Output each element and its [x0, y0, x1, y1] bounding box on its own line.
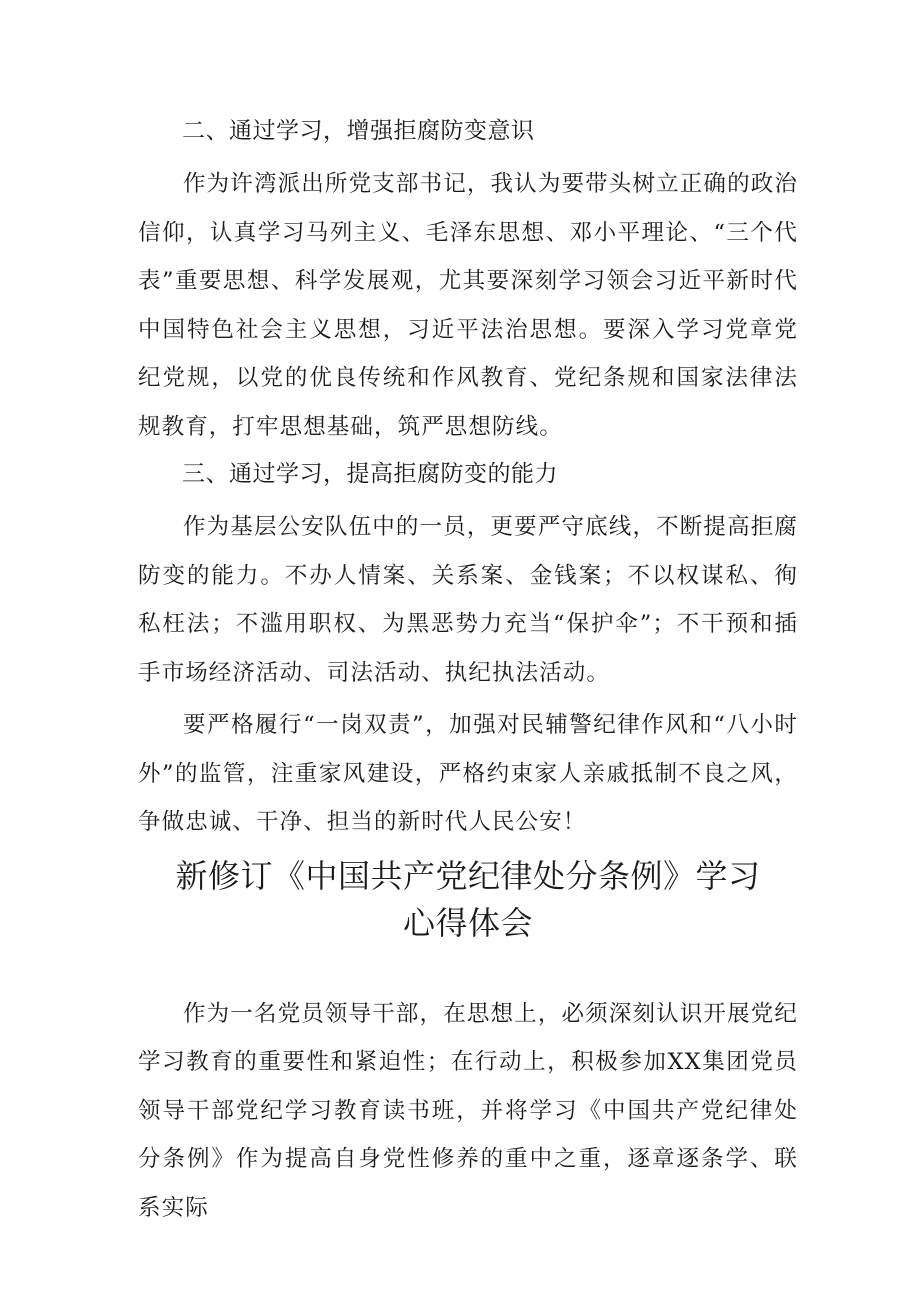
article-title-line-1: 新修订《中国共产党纪律处分条例》学习 — [175, 856, 761, 895]
section-2-paragraph: 作为许湾派出所党支部书记，我认为要带头树立正确的政治信仰，认真学习马列主义、毛泽东思想、邓小平理论、“三个代表”重要思想、科学发展观，尤其要深刻学习领会习近平新时代中国特色社会主义思想，习近平法治思想。要深入学习党章党纪党规，以党的优良传统和作风教育、党纪条规和国家法律法规教育，打牢思想基础，筑严思想防线。 — [138, 171, 798, 440]
title-spacer — [138, 947, 798, 990]
section-heading-2: 二、通过学习，增强拒腐防变意识 — [182, 118, 535, 144]
article-title-line-2: 心得体会 — [402, 903, 533, 942]
article-title — [118, 853, 818, 947]
section-3-paragraph-2: 要严格履行“一岗双责”，加强对民辅警纪律作风和“八小时外”的监管，注重家风建设，严格约束家人亲戚抵制不良之风，争做忠诚、干净、担当的新时代人民公安！ — [138, 712, 798, 835]
article-intro-paragraph: 作为一名党员领导干部，在思想上，必须深刻认识开展党纪学习教育的重要性和紧迫性；在行动上，积极参加XX集团党员领导干部党纪学习教育读书班，并将学习《中国共产党纪律处分条例》作为提高自身党性修养的重中之重，逐章逐条学、联系实际 — [138, 1000, 798, 1221]
section-3-paragraph-1: 作为基层公安队伍中的一员，更要严守底线，不断提高拒腐防变的能力。不办人情案、关系案、金钱案；不以权谋私、徇私枉法；不滥用职权、为黑恶势力充当“保护伞”；不干预和插手市场经济活动、司法活动、执纪执法活动。 — [138, 514, 798, 686]
section-heading-3: 三、通过学习，提高拒腐防变的能力 — [182, 461, 558, 487]
document-body — [138, 112, 798, 1232]
